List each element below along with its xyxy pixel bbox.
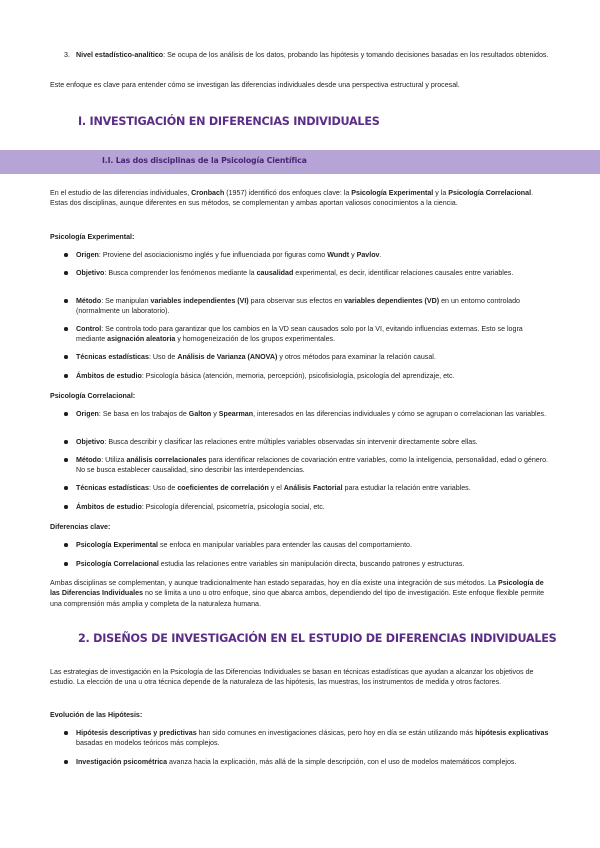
bullet-icon bbox=[64, 760, 68, 764]
list-item: Hipótesis descriptivas y predictivas han sido comunes en investigaciones clásicas, pero hoy en día se están utilizando más hipótesis explicativas basadas en modelos teóricos más complejos. bbox=[76, 728, 552, 749]
experimental-heading: Psicología Experimental: bbox=[50, 233, 135, 241]
section-2-paragraph: Las estrategias de investigación en la Psicología de las Diferencias Individuales se basan en técnicas estadísticas que ayudan a alcanzar los objetivos de estudio. La elección de una u otra técnica depende de la naturaleza de las hipótesis, las muestras, los instrumentos de medida y otros factores. bbox=[50, 668, 534, 687]
bullet-icon bbox=[64, 731, 68, 735]
bullet-icon bbox=[64, 327, 68, 331]
bullet-icon bbox=[64, 374, 68, 378]
hypotheses-heading: Evolución de las Hipótesis: bbox=[50, 711, 143, 719]
subsection-heading: I.I. Las dos disciplinas de la Psicología Científica bbox=[102, 156, 307, 165]
bullet-icon bbox=[64, 505, 68, 509]
item-number: 3. bbox=[64, 51, 70, 59]
bullet-icon bbox=[64, 458, 68, 462]
section-1-intro-paragraph: En el estudio de las diferencias individuales, Cronbach (1957) identificó dos enfoques clave: la Psicología Experimental y la Psicología Correlacional. Estas dos disciplinas, aunque diferentes en sus métodos, se complementan y ambas aportan valiosos conocimientos a la ciencia. bbox=[50, 189, 534, 208]
correlational-heading: Psicología Correlacional: bbox=[50, 392, 136, 400]
list-item: Origen: Se basa en los trabajos de Galton y Spearman, interesados en las diferencias individuales y cómo se agrupan o correlacionan las variables. bbox=[76, 409, 552, 419]
bullet-icon bbox=[64, 486, 68, 490]
bullet-icon bbox=[64, 253, 68, 257]
list-item: Método: Utiliza análisis correlacionales para identificar relaciones de covariación entre variables, como la inteligencia, personalidad, edad o género. No se busca establecer causalidad, sino describir las interdependencias. bbox=[76, 455, 552, 476]
bullet-icon bbox=[64, 562, 68, 566]
list-item: Objetivo: Busca comprender los fenómenos mediante la causalidad experimental, es decir, identificar relaciones causales entre variables. bbox=[76, 268, 552, 278]
bullet-icon bbox=[64, 299, 68, 303]
list-item: Técnicas estadísticas: Uso de Análisis de Varianza (ANOVA) y otros métodos para examinar la relación causal. bbox=[76, 352, 552, 362]
section-1-closing-paragraph: Ambas disciplinas se complementan, y aunque tradicionalmente han estado separadas, hoy en día existe una integración de sus métodos. La Psicología de las Diferencias Individuales no se limita a uno u otro enfoque, sino que abarca ambos, dependiendo del tipo de investigación. Este enfoque flexible permite una comprensión más amplia y completa de la naturaleza humana. bbox=[50, 579, 545, 608]
list-item: Ámbitos de estudio: Psicología diferencial, psicometría, psicología social, etc. bbox=[76, 502, 552, 512]
list-item: Control: Se controla todo para garantizar que los cambios en la VD sean causados solo por la VI, evitando influencias externas. Esto se logra mediante asignación aleatoria y homogeneización de los grupos experimentales. bbox=[76, 324, 552, 345]
list-item: Origen: Proviene del asociacionismo inglés y fue influenciada por figuras como Wundt y Pavlov. bbox=[76, 250, 552, 260]
intro-summary: Este enfoque es clave para entender cómo se investigan las diferencias individuales desde una perspectiva estructural y procesal. bbox=[50, 81, 460, 89]
key-differences-heading: Diferencias clave: bbox=[50, 523, 111, 531]
list-item: Ámbitos de estudio: Psicología básica (atención, memoria, percepción), psicofisiología, psicología del aprendizaje, etc. bbox=[76, 371, 552, 381]
bullet-icon bbox=[64, 355, 68, 359]
bullet-icon bbox=[64, 412, 68, 416]
bullet-icon bbox=[64, 271, 68, 275]
list-item: Investigación psicométrica avanza hacia la explicación, más allá de la simple descripción, con el uso de modelos matemáticos complejos. bbox=[76, 757, 552, 767]
numbered-item-3 bbox=[64, 50, 552, 60]
bullet-icon bbox=[64, 543, 68, 547]
list-item: Psicología Correlacional estudia las relaciones entre variables sin manipulación directa, buscando patrones y estructuras. bbox=[76, 559, 552, 569]
list-item: Método: Se manipulan variables independientes (VI) para observar sus efectos en variables dependientes (VD) en un entorno controlado (normalmente un laboratorio). bbox=[76, 296, 552, 317]
list-item: Psicología Experimental se enfoca en manipular variables para entender las causas del comportamiento. bbox=[76, 540, 552, 550]
section-1-heading: I. INVESTIGACIÓN EN DIFERENCIAS INDIVIDUALES bbox=[78, 115, 380, 128]
list-item: Objetivo: Busca describir y clasificar las relaciones entre múltiples variables observadas sin intervenir directamente sobre ellas. bbox=[76, 437, 552, 447]
list-item: Técnicas estadísticas: Uso de coeficientes de correlación y el Análisis Factorial para estudiar la relación entre variables. bbox=[76, 483, 552, 493]
bullet-icon bbox=[64, 440, 68, 444]
section-2-heading: 2. DISEÑOS DE INVESTIGACIÓN EN EL ESTUDIO DE DIFERENCIAS INDIVIDUALES bbox=[78, 632, 557, 645]
item-text: Nivel estadístico-analítico: Se ocupa de los análisis de los datos, probando las hipótesis y tomando decisiones basadas en los resultados obtenidos. bbox=[76, 51, 549, 59]
